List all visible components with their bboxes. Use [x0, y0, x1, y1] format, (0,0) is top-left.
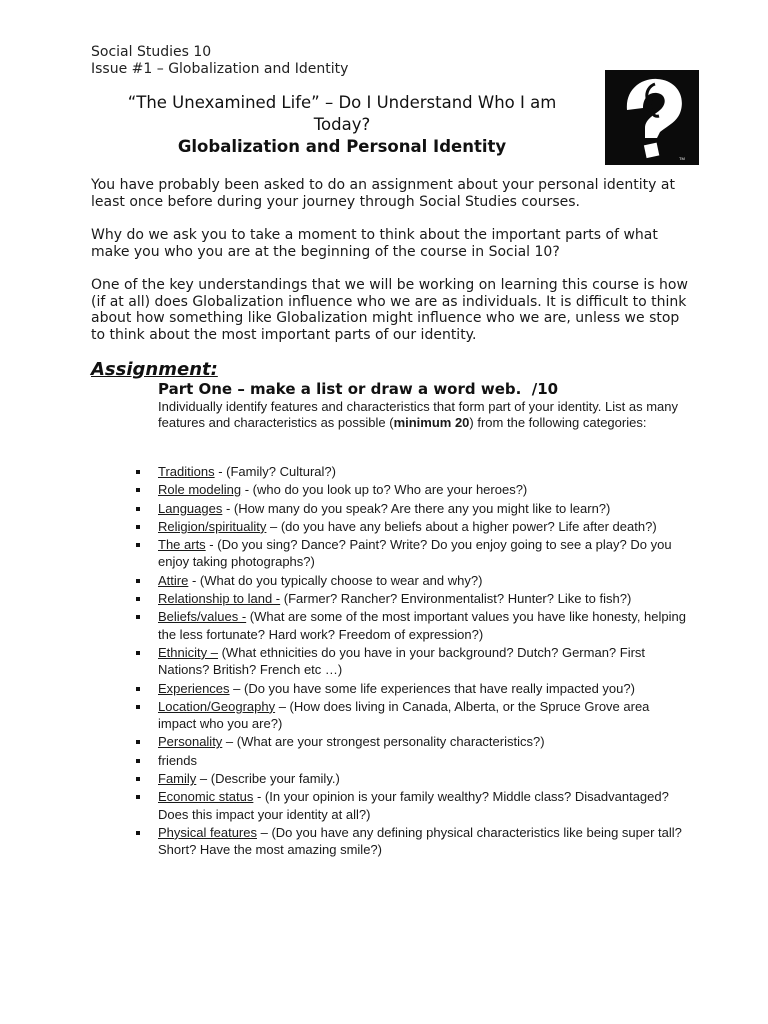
category-description: - (Family? Cultural?): [214, 464, 336, 479]
course-name: Social Studies 10: [91, 44, 212, 60]
bullet-icon: [136, 525, 140, 529]
bullet-icon: [136, 651, 140, 655]
category-item: [130, 572, 690, 589]
bullet-icon: [136, 777, 140, 781]
bullet-icon: [136, 740, 140, 744]
bullet-icon: [136, 831, 140, 835]
category-term: Role modeling: [158, 482, 242, 498]
assignment-heading: Assignment:: [91, 359, 218, 380]
category-item: [130, 698, 690, 733]
category-item: [130, 733, 690, 750]
bullet-icon: [136, 543, 140, 547]
category-term: Religion/spirituality: [158, 518, 267, 534]
category-description: (What are some of the most important values you have like honesty, helping the less fortunate? Hard work? Freedom of expression?): [158, 609, 686, 642]
part-one-heading: Part One – make a list or draw a word web. /10: [158, 380, 559, 398]
category-term: Attire: [158, 572, 189, 588]
bullet-icon: [136, 597, 140, 601]
bullet-icon: [136, 705, 140, 709]
category-description: – (do you have any beliefs about a higher power? Life after death?): [266, 518, 657, 534]
category-term: Family: [158, 771, 197, 787]
question-mark-head-icon: [605, 70, 699, 165]
document-title: [96, 92, 588, 158]
category-description: – (What are your strongest personality characteristics?): [222, 734, 545, 750]
category-term: Location/Geography: [158, 698, 276, 714]
bullet-icon: [136, 687, 140, 691]
category-item: [130, 824, 690, 859]
category-item: [130, 608, 690, 643]
category-item: [130, 500, 690, 517]
intro-paragraph-3: One of the key understandings that we will be working on learning this course is how (if at all) does Globalization influence who we are as individuals. It is difficult to think about how something like Globalization might influence who we are, unless we stop to think about the most important parts of our identity.: [91, 277, 688, 343]
category-item: [130, 518, 690, 535]
category-description: – (Describe your family.): [196, 771, 340, 787]
category-item: [130, 644, 690, 679]
category-term: The arts: [158, 537, 206, 553]
bullet-icon: [136, 507, 140, 511]
bullet-icon: [136, 488, 140, 492]
minimum-requirement: minimum 20: [393, 415, 470, 431]
category-description: - (Do you sing? Dance? Paint? Write? Do you enjoy going to see a play? Do you enjoy taking photographs?): [158, 537, 672, 570]
category-item: [130, 752, 690, 769]
bullet-icon: [136, 470, 140, 474]
identity-category-list: [130, 463, 690, 860]
bullet-icon: [136, 579, 140, 583]
category-description: friends: [158, 752, 198, 768]
intro-paragraph-1: You have probably been asked to do an assignment about your personal identity at least once before during your journey through Social Studies courses.: [91, 177, 675, 210]
category-term: Relationship to land -: [158, 591, 281, 607]
category-item: [130, 770, 690, 787]
bullet-icon: [136, 615, 140, 619]
course-header: [91, 44, 348, 78]
category-description: - (What do you typically choose to wear and why?): [188, 572, 483, 588]
category-term: Beliefs/values -: [158, 609, 247, 625]
title-line-2: Today?: [313, 115, 371, 134]
category-term: Ethnicity –: [158, 644, 218, 660]
title-line-1: “The Unexamined Life” – Do I Understand Who I am: [127, 93, 557, 112]
intro-paragraph-2: Why do we ask you to take a moment to think about the important parts of what make you who you are at the beginning of the course in Social 10?: [91, 227, 658, 260]
category-item: [130, 536, 690, 571]
category-item: [130, 680, 690, 697]
document-subtitle: Globalization and Personal Identity: [177, 137, 507, 156]
assignment-instructions: Individually identify features and characteristics that form part of your identity. List as many features and characteristics as possible (minimum 20) from the following categories:: [158, 399, 678, 431]
bullet-icon: [136, 795, 140, 799]
trademark-mark: TM: [679, 156, 685, 161]
category-term: Experiences: [158, 680, 230, 696]
category-description: - (How many do you speak? Are there any you might like to learn?): [222, 500, 611, 516]
category-term: Economic status: [158, 789, 254, 805]
category-term: Physical features: [158, 824, 257, 840]
category-term: Personality: [158, 734, 223, 750]
category-item: [130, 788, 690, 823]
bullet-icon: [136, 759, 140, 763]
category-description: - (who do you look up to? Who are your heroes?): [241, 482, 528, 498]
category-description: - (In your opinion is your family wealthy? Middle class? Disadvantaged? Does this impact your identity at all?): [158, 789, 669, 822]
category-term: Languages: [158, 500, 223, 516]
category-description: (What ethnicities do you have in your background? Dutch? German? First Nations? British? French etc …): [158, 644, 646, 678]
category-term: Traditions: [158, 464, 215, 479]
category-description: – (Do you have any defining physical characteristics like being super tall? Short? Have the most amazing smile?): [158, 824, 682, 858]
category-item: [130, 463, 690, 480]
issue-name: Issue #1 – Globalization and Identity: [91, 61, 349, 77]
category-description: – (How does living in Canada, Alberta, or the Spruce Grove area impact who you are?): [158, 698, 650, 732]
category-description: (Farmer? Rancher? Environmentalist? Hunter? Like to fish?): [280, 591, 632, 607]
category-item: [130, 481, 690, 498]
category-item: [130, 590, 690, 607]
category-description: – (Do you have some life experiences that have really impacted you?): [229, 680, 635, 696]
